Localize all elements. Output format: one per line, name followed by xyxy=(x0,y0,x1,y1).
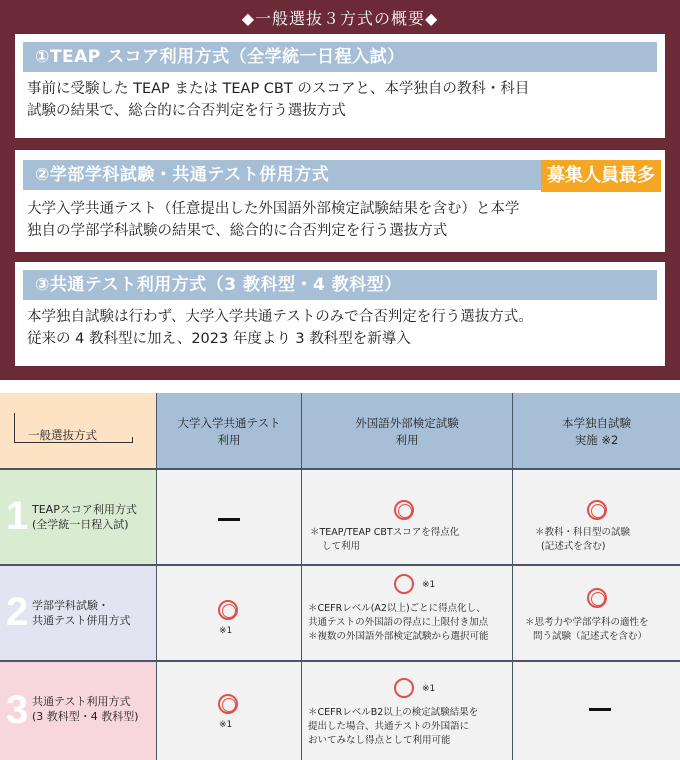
row-label-2 xyxy=(0,566,156,660)
row-label-3-text xyxy=(32,694,139,724)
overview-title: ◆一般選抜３方式の概要◆ xyxy=(241,9,439,28)
row-2-own-note-line2: 問う試験（記述式を含む） xyxy=(533,631,648,642)
corner-label: 一般選抜方式 xyxy=(28,428,97,442)
double-circle-icon xyxy=(587,500,607,520)
row-2-foreign-note-line2: 共通テストの外国語の得点に上限付き加点 xyxy=(308,617,489,628)
col-header-1-line2: 利用 xyxy=(217,433,241,447)
row-2-own-note-line1: ＊思考力や学部学科の適性を xyxy=(525,617,649,628)
col-header-common-test xyxy=(157,393,301,468)
row-3-label-line2: (3 教科型・4 教科型) xyxy=(32,710,139,723)
col-header-3-line1: 本学独自試験 xyxy=(562,416,631,430)
row-1-foreign-note-line2: して利用 xyxy=(322,541,361,552)
method-heading-2: ②学部学科試験・共通テスト併用方式 xyxy=(23,160,657,190)
col-divider xyxy=(512,393,513,760)
row-3-foreign-exam-cell xyxy=(302,662,512,760)
row-label-3 xyxy=(0,662,156,760)
none-dash-icon xyxy=(589,708,611,711)
double-circle-icon xyxy=(218,694,238,714)
method-body-3-line2: 従来の 4 教科型に加え、2023 年度より 3 教科型を新導入 xyxy=(27,331,411,347)
row-divider xyxy=(0,660,680,662)
method-body-1 xyxy=(27,78,655,122)
row-3-own-exam-cell xyxy=(513,662,680,760)
row-label-1-text xyxy=(32,502,137,532)
row-2-foreign-note xyxy=(308,602,489,644)
row-1-common-test-cell xyxy=(157,470,301,564)
row-3-label-line1: 共通テスト利用方式 xyxy=(32,695,131,708)
col-header-2-line2: 利用 xyxy=(395,433,419,447)
row-2-foreign-exam-cell xyxy=(302,566,512,660)
row-2-common-test-cell xyxy=(157,566,301,660)
row-3-foreign-ref: ※1 xyxy=(422,684,436,694)
col-header-1-line1: 大学入学共通テスト xyxy=(177,416,281,430)
method-body-3 xyxy=(27,306,655,350)
circle-icon xyxy=(394,574,414,594)
row-label-1 xyxy=(0,470,156,564)
method-heading-3: ③共通テスト利用方式（3 教科型・4 教科型） xyxy=(23,270,657,300)
row-label-2-text xyxy=(32,598,131,628)
method-body-3-line1: 本学独自試験は行わず、大学入学共通テストのみで合否判定を行う選抜方式。 xyxy=(27,309,533,325)
double-circle-icon xyxy=(218,600,238,620)
none-dash-icon xyxy=(218,518,240,521)
method-card-2 xyxy=(15,150,665,252)
row-number-2: 2 xyxy=(6,590,29,634)
row-1-label-line2: (全学統一日程入試) xyxy=(32,518,129,531)
row-3-foreign-note xyxy=(308,706,478,748)
comparison-table xyxy=(0,393,680,760)
row-1-foreign-note-line1: ＊TEAP/TEAP CBTスコアを得点化 xyxy=(310,527,460,538)
row-1-own-exam-cell xyxy=(513,470,680,564)
col-divider xyxy=(301,393,302,760)
row-divider xyxy=(0,468,680,470)
col-divider xyxy=(156,393,157,760)
corner-header xyxy=(0,393,156,468)
row-3-foreign-note-line2: 提出した場合、共通テストの外国語に xyxy=(308,721,470,732)
row-3-common-ref: ※1 xyxy=(219,720,233,730)
row-2-label-line1: 学部学科試験・ xyxy=(32,599,109,612)
double-circle-icon xyxy=(394,500,414,520)
row-1-own-note xyxy=(535,526,630,554)
method-body-2 xyxy=(27,198,655,242)
col-header-own-exam-text xyxy=(513,415,680,449)
row-1-own-note-line1: ＊教科・科目型の試験 xyxy=(535,527,631,538)
row-2-foreign-ref: ※1 xyxy=(422,580,436,590)
circle-icon xyxy=(394,678,414,698)
col-header-foreign-exam-text xyxy=(302,415,512,449)
row-1-foreign-exam-cell xyxy=(302,470,512,564)
method-heading-1: ①TEAP スコア利用方式（全学統一日程入試） xyxy=(23,42,657,72)
method-body-1-line2: 試験の結果で、総合的に合否判定を行う選抜方式 xyxy=(27,103,346,119)
method-body-2-line1: 大学入学共通テスト（任意提出した外国語外部検定試験結果を含む）と本学 xyxy=(27,201,520,217)
col-header-2-line1: 外国語外部検定試験 xyxy=(355,416,459,430)
row-3-foreign-note-line3: おいてみなし得点として利用可能 xyxy=(308,735,451,746)
most-recruits-badge: 募集人員最多 xyxy=(541,160,661,192)
double-circle-icon xyxy=(587,588,607,608)
col-header-common-test-text xyxy=(157,415,301,449)
row-1-foreign-note xyxy=(310,526,459,554)
row-2-own-note xyxy=(525,616,649,644)
method-card-3 xyxy=(15,262,665,366)
method-card-1 xyxy=(15,34,665,138)
row-2-common-ref: ※1 xyxy=(219,626,233,636)
row-3-foreign-note-line1: ＊CEFRレベルB2以上の検定試験結果を xyxy=(308,707,479,718)
col-header-3-line2: 実施 ※2 xyxy=(574,433,619,447)
row-3-common-test-cell xyxy=(157,662,301,760)
row-2-own-exam-cell xyxy=(513,566,680,660)
row-2-foreign-note-line3: ＊複数の外国語外部検定試験から選択可能 xyxy=(308,631,489,642)
col-header-own-exam xyxy=(513,393,680,468)
col-header-foreign-exam xyxy=(302,393,512,468)
row-number-1: 1 xyxy=(6,494,29,538)
row-number-3: 3 xyxy=(6,688,29,732)
row-1-label-line1: TEAPスコア利用方式 xyxy=(32,503,137,516)
method-body-1-line1: 事前に受験した TEAP または TEAP CBT のスコアと、本学独自の教科・科目 xyxy=(27,81,530,97)
row-divider xyxy=(0,564,680,566)
row-2-label-line2: 共通テスト併用方式 xyxy=(32,614,131,627)
method-body-2-line2: 独自の学部学科試験の結果で、総合的に合否判定を行う選抜方式 xyxy=(27,223,448,239)
row-1-own-note-line2: (記述式を含む) xyxy=(541,541,606,552)
row-2-foreign-note-line1: ＊CEFRレベル(A2以上)ごとに得点化し、 xyxy=(308,603,486,614)
